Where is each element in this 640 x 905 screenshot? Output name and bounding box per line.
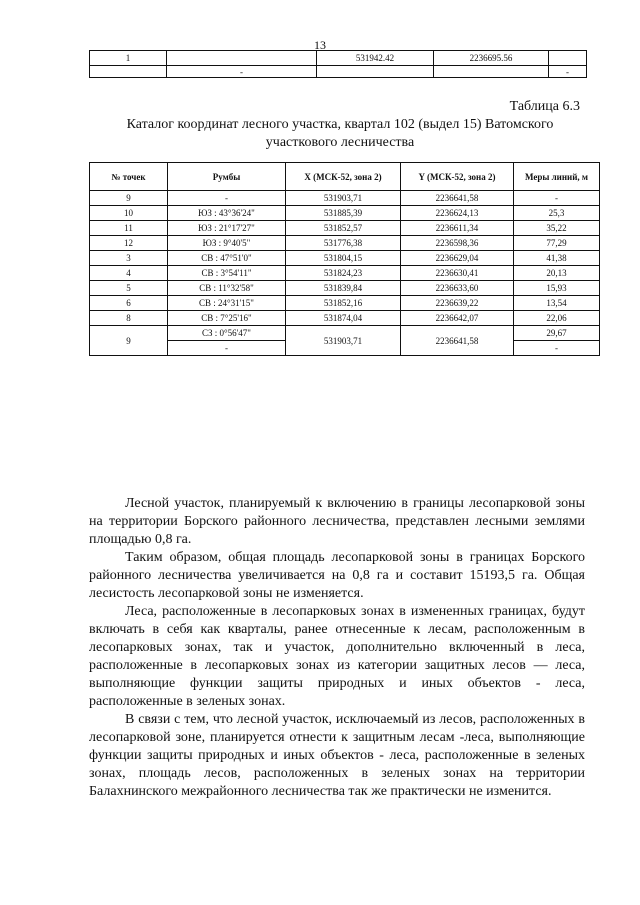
x-coordinate-cell: 531885,39 bbox=[286, 206, 401, 221]
point-number-cell: 9 bbox=[90, 326, 168, 356]
x-coordinate-cell: 531804,15 bbox=[286, 251, 401, 266]
y-coordinate-cell: 2236624,13 bbox=[401, 206, 514, 221]
rumb-cell: - bbox=[168, 341, 286, 356]
rumb-cell: СВ : 7°25'16" bbox=[168, 311, 286, 326]
point-number-cell: 8 bbox=[90, 311, 168, 326]
coordinates-table-body bbox=[90, 191, 600, 356]
y-coordinate-cell: 2236630,41 bbox=[401, 266, 514, 281]
table-cell: 531942.42 bbox=[317, 51, 434, 66]
page-number: 13 bbox=[314, 38, 326, 52]
x-coordinate-cell: 531903,71 bbox=[286, 326, 401, 356]
table-title-line-2: участкового лесничества bbox=[265, 135, 415, 150]
x-coordinate-cell: 531776,38 bbox=[286, 236, 401, 251]
point-number-cell: 12 bbox=[90, 236, 168, 251]
table-cell bbox=[90, 66, 167, 78]
rumb-cell: ЮЗ : 21°17'27" bbox=[168, 221, 286, 236]
point-number-cell: 9 bbox=[90, 191, 168, 206]
paragraph: Лесной участок, планируемый к включению в границы лесопарковой зоны на территории Борского районного лесничества, представлен лесными землями площадью 0,8 га. bbox=[89, 496, 585, 547]
y-coordinate-cell: 2236642,07 bbox=[401, 311, 514, 326]
line-measure-cell: 22,06 bbox=[514, 311, 600, 326]
point-number-cell: 10 bbox=[90, 206, 168, 221]
rumb-cell: СВ : 24°31'15" bbox=[168, 296, 286, 311]
header-line-measures: Меры линий, м bbox=[514, 163, 600, 191]
rumb-cell: СВ : 11°32'58" bbox=[168, 281, 286, 296]
line-measure-cell: 35,22 bbox=[514, 221, 600, 236]
rumb-cell: СЗ : 0°56'47" bbox=[168, 326, 286, 341]
table-cell: - bbox=[549, 66, 587, 78]
y-coordinate-cell: 2236633,60 bbox=[401, 281, 514, 296]
line-measure-cell: 20,13 bbox=[514, 266, 600, 281]
line-measure-cell: 15,93 bbox=[514, 281, 600, 296]
table-caption bbox=[100, 98, 580, 151]
rumb-cell: СВ : 3°54'11" bbox=[168, 266, 286, 281]
line-measure-cell: 29,67 bbox=[514, 326, 600, 341]
line-measure-cell: - bbox=[514, 191, 600, 206]
y-coordinate-cell: 2236639,22 bbox=[401, 296, 514, 311]
paragraph: Леса, расположенные в лесопарковых зонах в измененных границах, будут включать в себя как кварталы, ранее отнесенные к лесам, расположенным в лесопарковых зонах, так и участок, дополнительно включенный в леса, расположенные в лесопарковых зонах из категории защитных лесов — леса, выполняющие функции защиты природных и иных объектов - леса, расположенные в зеленых зонах. bbox=[89, 604, 585, 709]
y-coordinate-cell: 2236641,58 bbox=[401, 326, 514, 356]
table-cell: - bbox=[167, 66, 317, 78]
y-coordinate-cell: 2236611,34 bbox=[401, 221, 514, 236]
x-coordinate-cell: 531903,71 bbox=[286, 191, 401, 206]
table-cell bbox=[167, 51, 317, 66]
point-number-cell: 6 bbox=[90, 296, 168, 311]
table-cell bbox=[549, 51, 587, 66]
line-measure-cell: - bbox=[514, 341, 600, 356]
point-number-cell: 11 bbox=[90, 221, 168, 236]
point-number-cell: 3 bbox=[90, 251, 168, 266]
x-coordinate-cell: 531852,57 bbox=[286, 221, 401, 236]
x-coordinate-cell: 531839,84 bbox=[286, 281, 401, 296]
previous-table-tail bbox=[89, 50, 587, 78]
table-number: Таблица 6.3 bbox=[509, 99, 580, 114]
paragraph: Таким образом, общая площадь лесопарковой зоны в границах Борского районного лесничества увеличивается на 0,8 га и составит 15193,5 га. Общая лесистость лесопарковой зоны не изменяется. bbox=[89, 550, 585, 601]
paragraph: В связи с тем, что лесной участок, исключаемый из лесов, расположенных в лесопарковой зоне, планируется отнести к защитным лесам -леса, выполняющие функции защиты природных и иных объектов - леса, расположенные в зеленых зонах, площадь лесов, расположенных в зеленых зонах на территории Балахнинского межрайонного лесничества так же практически не изменится. bbox=[89, 712, 585, 799]
header-y: Y (МСК-52, зона 2) bbox=[401, 163, 514, 191]
rumb-cell: СВ : 47°51'0" bbox=[168, 251, 286, 266]
coordinates-table bbox=[89, 162, 600, 356]
line-measure-cell: 77,29 bbox=[514, 236, 600, 251]
x-coordinate-cell: 531824,23 bbox=[286, 266, 401, 281]
rumb-cell: ЮЗ : 43°36'24" bbox=[168, 206, 286, 221]
rumb-cell: - bbox=[168, 191, 286, 206]
header-point-number: № точек bbox=[90, 163, 168, 191]
header-rumbs: Румбы bbox=[168, 163, 286, 191]
body-text bbox=[89, 495, 585, 801]
table-cell: 1 bbox=[90, 51, 167, 66]
table-header-row bbox=[90, 163, 600, 191]
table-cell bbox=[317, 66, 434, 78]
y-coordinate-cell: 2236629,04 bbox=[401, 251, 514, 266]
table-row bbox=[90, 51, 587, 66]
x-coordinate-cell: 531852,16 bbox=[286, 296, 401, 311]
point-number-cell: 5 bbox=[90, 281, 168, 296]
rumb-cell: ЮЗ : 9°40'5" bbox=[168, 236, 286, 251]
x-coordinate-cell: 531874,04 bbox=[286, 311, 401, 326]
y-coordinate-cell: 2236641,58 bbox=[401, 191, 514, 206]
line-measure-cell: 13,54 bbox=[514, 296, 600, 311]
y-coordinate-cell: 2236598,36 bbox=[401, 236, 514, 251]
header-x: X (МСК-52, зона 2) bbox=[286, 163, 401, 191]
point-number-cell: 4 bbox=[90, 266, 168, 281]
table-cell bbox=[434, 66, 549, 78]
line-measure-cell: 41,38 bbox=[514, 251, 600, 266]
table-row bbox=[90, 191, 600, 206]
table-title-line-1: Каталог координат лесного участка, квартал 102 (выдел 15) Ватомского bbox=[126, 117, 554, 132]
table-cell: 2236695.56 bbox=[434, 51, 549, 66]
table-row bbox=[90, 66, 587, 78]
line-measure-cell: 25,3 bbox=[514, 206, 600, 221]
